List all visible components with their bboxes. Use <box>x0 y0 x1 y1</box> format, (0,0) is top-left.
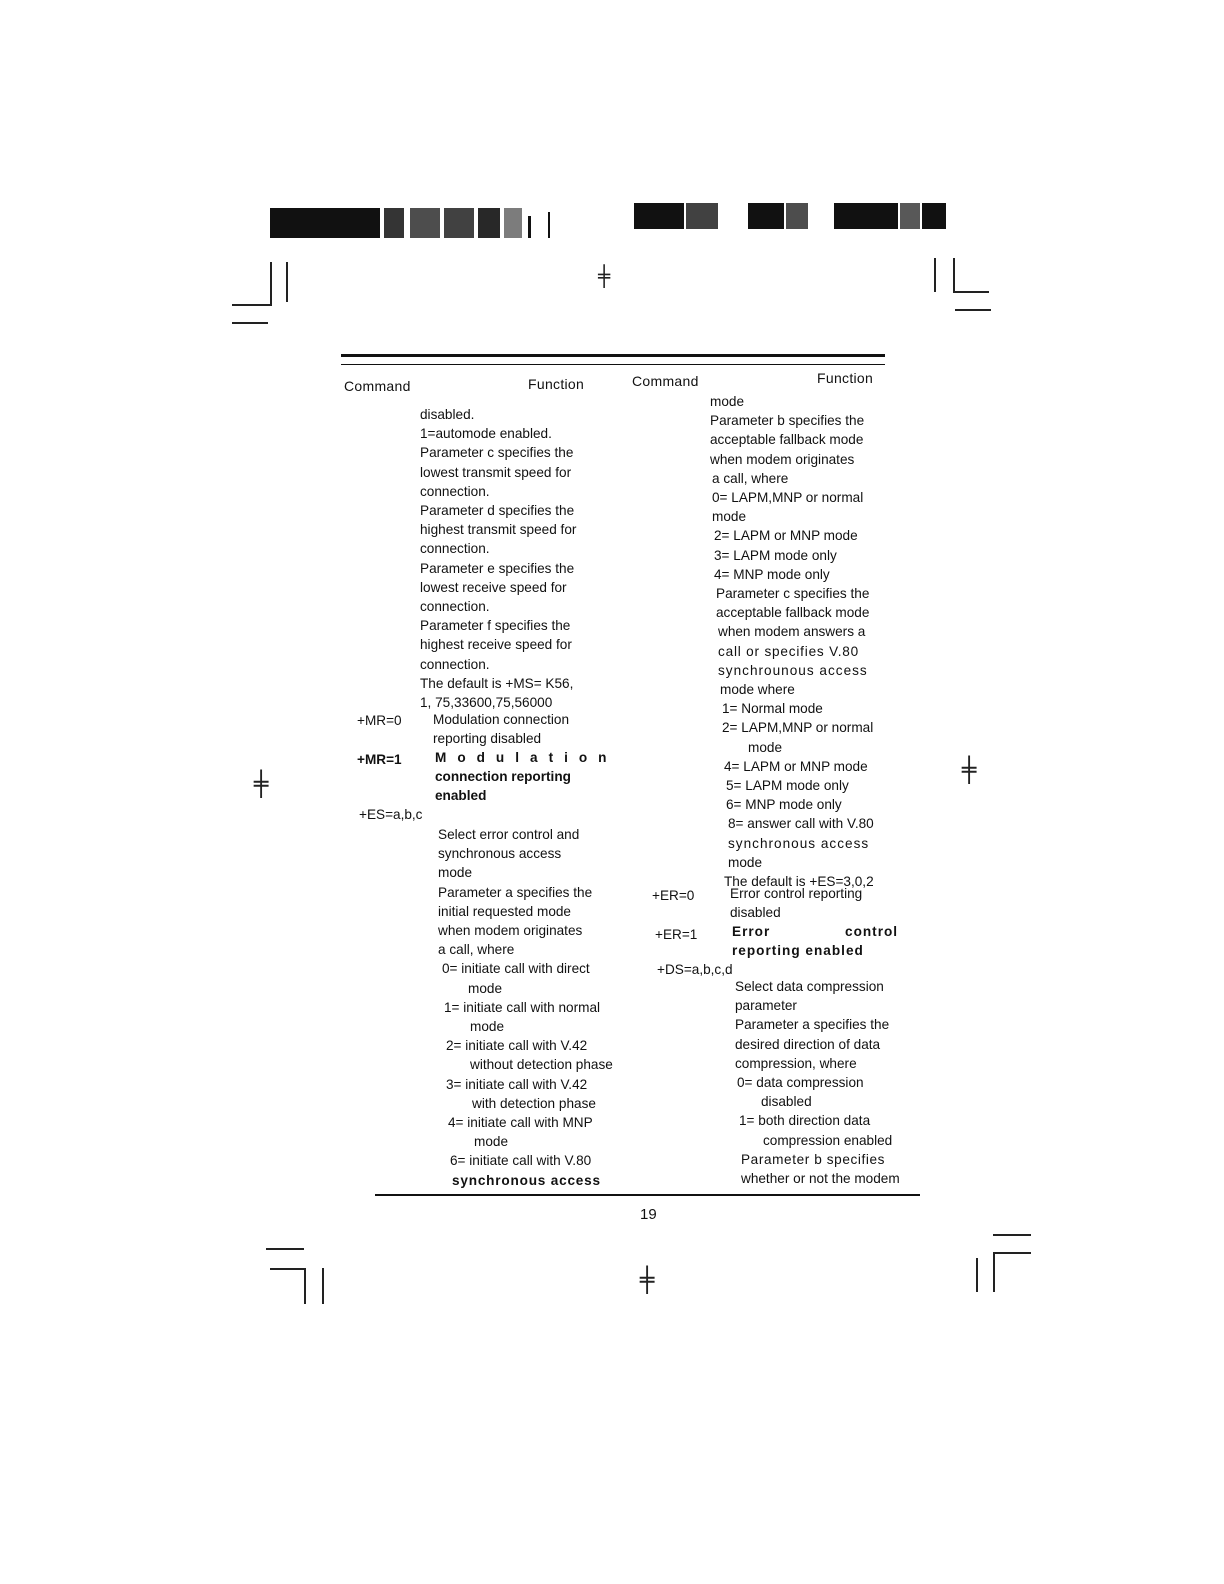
text-line: initial requested mode <box>438 903 571 919</box>
text-line: Parameter e specifies the <box>420 560 575 576</box>
er0-function <box>730 884 862 922</box>
registration-mark-right: ╪ <box>962 756 977 784</box>
text-line: Modulation connection <box>433 712 570 727</box>
text-line: parameter <box>735 998 797 1014</box>
text-line: disabled <box>761 1094 812 1110</box>
text-line: 1= initiate call with normal <box>444 999 601 1015</box>
text-line: 0= LAPM,MNP or normal <box>712 490 864 506</box>
text-line: The default is +ES=3,0,2 <box>724 874 874 890</box>
text-line: 5= LAPM mode only <box>726 778 849 794</box>
text-line: a call, where <box>438 942 515 958</box>
text-line: 1, 75,33600,75,56000 <box>420 695 553 711</box>
text-line: 4= MNP mode only <box>714 566 830 582</box>
text-line: with detection phase <box>472 1095 596 1111</box>
text-line: reporting enabled <box>732 943 864 959</box>
text-line: mode <box>470 1019 505 1035</box>
header-command-right: Command <box>632 373 699 389</box>
text-line: acceptable fallback mode <box>716 605 870 621</box>
mr1-function <box>435 748 617 806</box>
page-number: 19 <box>640 1206 657 1223</box>
header-function-left: Function <box>528 376 585 392</box>
command-ds: +DS=a,b,c,d <box>657 962 733 977</box>
left-function-text <box>420 405 576 712</box>
text-line: synchronous access <box>452 1172 601 1188</box>
text-line: connection. <box>420 483 490 499</box>
text-line: 4= LAPM or MNP mode <box>724 758 868 774</box>
text-line: Parameter a specifies the <box>438 884 593 900</box>
text-line: synchronous access <box>438 846 562 862</box>
text-line: 6= initiate call with V.80 <box>450 1153 592 1169</box>
text-line: when modem answers a <box>718 624 866 640</box>
text-line: Modulation <box>435 750 618 765</box>
text-line: a call, where <box>712 470 789 486</box>
text-line: lowest receive speed for <box>420 579 567 595</box>
text-line: enabled <box>435 788 487 804</box>
text-line: disabled <box>730 905 781 921</box>
text-line: 8= answer call with V.80 <box>728 816 874 832</box>
text-line: desired direction of data <box>735 1036 881 1052</box>
header-command-left: Command <box>344 378 411 394</box>
registration-mark-left: ╪ <box>254 770 269 798</box>
text-line: when modem originates <box>710 451 855 467</box>
table-top-rule <box>341 354 885 357</box>
text-line: compression enabled <box>763 1132 893 1148</box>
text-line: when modem originates <box>438 923 583 939</box>
text-line: The default is +MS= K56, <box>420 675 574 691</box>
text-line: connection. <box>420 541 490 557</box>
text-line: connection. <box>420 656 490 672</box>
text-line: Parameter c specifies the <box>716 586 870 602</box>
text-line: 2= initiate call with V.42 <box>446 1038 588 1054</box>
text-line: mode <box>712 509 747 525</box>
command-er0: +ER=0 <box>652 888 695 903</box>
text-line: Parameter a specifies the <box>735 1017 890 1033</box>
command-es: +ES=a,b,c <box>359 807 423 822</box>
text-line: mode <box>710 394 745 409</box>
text-line: 3= initiate call with V.42 <box>446 1076 588 1092</box>
text-line: Parameter d specifies the <box>420 503 575 519</box>
text-line: connection reporting <box>435 769 571 785</box>
text-line: connection. <box>420 599 490 615</box>
command-er1: +ER=1 <box>655 927 698 942</box>
command-mr0: +MR=0 <box>357 713 402 728</box>
text-line: 1= both direction data <box>739 1113 871 1129</box>
er1-function <box>732 922 898 960</box>
text-line: 0= initiate call with direct <box>442 961 590 977</box>
text-line: lowest transmit speed for <box>420 464 572 480</box>
text-line: 2= LAPM,MNP or normal <box>722 720 874 736</box>
right-function-text <box>710 392 874 891</box>
table-bottom-rule <box>375 1194 920 1196</box>
text-line: 1= Normal mode <box>722 701 823 717</box>
text-line: Parameter f specifies the <box>420 618 571 634</box>
text-line: call or specifies V.80 <box>718 643 860 659</box>
text-line: mode <box>728 854 763 870</box>
text-line: synchrounous access <box>718 662 868 678</box>
registration-mark-top: ╪ <box>598 264 611 288</box>
text-line: highest receive speed for <box>420 637 572 653</box>
text-line: acceptable fallback mode <box>710 432 864 448</box>
es-function <box>438 825 613 1190</box>
text-line: whether or not the modem <box>741 1171 900 1187</box>
text-line: mode <box>438 865 473 881</box>
text-line: mode <box>468 980 503 996</box>
registration-mark-bottom: ╪ <box>640 1266 655 1294</box>
header-function-right: Function <box>817 370 874 386</box>
text-line: highest transmit speed for <box>420 522 577 538</box>
table-top-rule-thin <box>341 364 885 365</box>
text-line: mode where <box>720 682 795 698</box>
text-line: 4= initiate call with MNP <box>448 1115 593 1131</box>
ds-function <box>735 977 900 1188</box>
text-line: 2= LAPM or MNP mode <box>714 528 858 544</box>
text-line: 0= data compression <box>737 1075 864 1091</box>
text-line: disabled. <box>420 407 475 422</box>
text-line: Parameter c specifies the <box>420 445 574 461</box>
command-mr1: +MR=1 <box>357 752 402 767</box>
text-line: compression, where <box>735 1055 857 1071</box>
text-line: mode <box>748 739 783 755</box>
text-line: 3= LAPM mode only <box>714 547 837 563</box>
text-line: Select error control and <box>438 827 580 842</box>
text-line: Parameter b specifies <box>741 1151 886 1167</box>
text-line: Error control reporting <box>730 886 863 901</box>
text-line: Error control <box>732 924 899 939</box>
text-line: without detection phase <box>470 1057 613 1073</box>
mr0-function <box>433 710 569 748</box>
text-line: reporting disabled <box>433 731 542 747</box>
text-line: synchronous access <box>728 835 870 851</box>
text-line: mode <box>474 1134 509 1150</box>
text-line: Parameter b specifies the <box>710 413 865 429</box>
text-line: 1=automode enabled. <box>420 426 552 442</box>
text-line: 6= MNP mode only <box>726 797 842 813</box>
text-line: Select data compression <box>735 979 884 994</box>
